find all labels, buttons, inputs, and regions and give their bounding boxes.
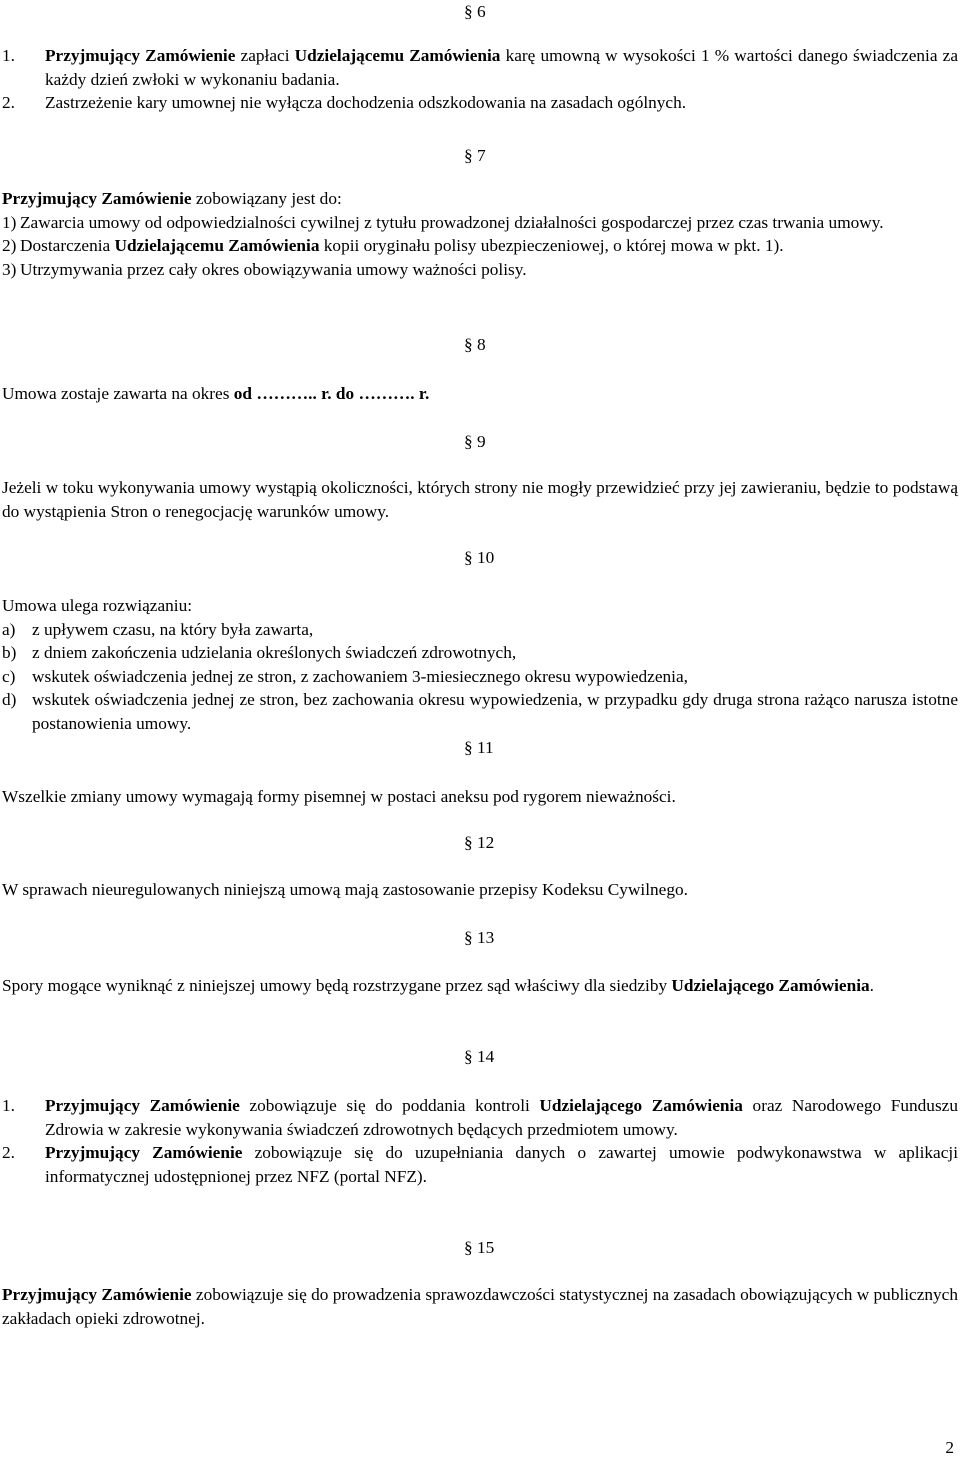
section-8-heading: § 8 xyxy=(464,335,486,354)
section-6-heading: § 6 xyxy=(464,2,486,21)
section-7-item-2: 2) Dostarczenia Udzielającemu Zamówienia kopii oryginału polisy ubezpieczeniowej, o której mowa w pkt. 1). xyxy=(2,236,784,256)
section-13-heading: § 13 xyxy=(464,928,495,947)
item-text: Zastrzeżenie kary umownej nie wyłącza dochodzenia odszkodowania na zasadach ogólnych. xyxy=(45,93,687,113)
section-7-item-3: 3) Utrzymywania przez cały okres obowiązywania umowy ważności polisy. xyxy=(2,259,527,279)
page-number: 2 xyxy=(945,1438,954,1457)
section-10-item-c: c) wskutek oświadczenia jednej ze stron, z zachowaniem 3-miesiecznego okresu wypowiedzenia, xyxy=(2,666,688,686)
section-11-body: Wszelkie zmiany umowy wymagają formy pisemnej w postaci aneksu pod rygorem nieważności. xyxy=(2,787,676,806)
section-7-heading: § 7 xyxy=(464,146,486,165)
section-10-item-d: d) wskutek oświadczenia jednej ze stron, bez zachowania okresu wypowiedzenia, w przypadku gdy druga strona rażąco narusza istotne postanowienia umowy. xyxy=(2,690,958,733)
section-14-heading: § 14 xyxy=(464,1047,495,1066)
section-13-body: Spory mogące wyniknąć z niniejszej umowy będą rozstrzygane przez sąd właściwy dla siedziby Udzielającego Zamówienia. xyxy=(2,976,874,995)
section-10-body xyxy=(2,594,958,736)
section-12-body: W sprawach nieuregulowanych niniejszą umową mają zastosowanie przepisy Kodeksu Cywilnego. xyxy=(2,880,688,899)
section-12-heading: § 12 xyxy=(464,833,495,852)
section-7-body xyxy=(2,187,958,281)
section-7-item-1: 1) Zawarcia umowy od odpowiedzialności cywilnej z tytułu prowadzonej działalności gospodarczej przez czas trwania umowy. xyxy=(2,212,884,232)
section-6-item-1 xyxy=(2,44,958,91)
section-9-body: Jeżeli w toku wykonywania umowy wystąpią okoliczności, których strony nie mogły przewidzieć przy jej zawieraniu, będzie to podstawą do wystąpienia Stron o renegocjację warunków umowy. xyxy=(2,478,958,521)
item-text: Przyjmujący Zamówienie zapłaci Udzielającemu Zamówienia karę umowną w wysokości 1 % wartości danego świadczenia za każdy dzień zwłoki w wykonaniu badania. xyxy=(45,46,958,89)
section-6-body xyxy=(2,44,958,115)
section-9-heading: § 9 xyxy=(464,432,486,451)
section-14-item-2: 2. Przyjmujący Zamówienie zobowiązuje się do uzupełniania danych o zawartej umowie podwykonawstwa w aplikacji informatycznej udostępnionej przez NFZ (portal NFZ). xyxy=(2,1143,958,1186)
section-7-intro: Przyjmujący Zamówienie zobowiązany jest do: xyxy=(2,189,342,208)
section-14-body xyxy=(2,1094,958,1188)
section-15-body: Przyjmujący Zamówienie zobowiązuje się do prowadzenia sprawozdawczości statystycznej na zasadach obowiązujących w publicznych zakładach opieki zdrowotnej. xyxy=(2,1285,958,1328)
section-15-heading: § 15 xyxy=(464,1238,495,1257)
section-10-item-a: a) z upływem czasu, na który była zawarta, xyxy=(2,619,314,639)
section-10-item-b: b) z dniem zakończenia udzielania określonych świadczeń zdrowotnych, xyxy=(2,643,517,663)
section-6-item-2 xyxy=(2,91,958,115)
item-number: 1. xyxy=(2,46,15,65)
section-10-heading: § 10 xyxy=(464,548,495,567)
item-number: 2. xyxy=(2,93,15,113)
section-8-body: Umowa zostaje zawarta na okres od ……….. r. do ………. r. xyxy=(2,384,430,403)
section-14-item-1: 1. Przyjmujący Zamówienie zobowiązuje się do poddania kontroli Udzielającego Zamówienia oraz Narodowego Funduszu Zdrowia w zakresie wykonywania świadczeń zdrowotnych będących przedmiotem umowy. xyxy=(2,1096,958,1139)
section-11-heading: § 11 xyxy=(464,738,494,757)
section-10-intro: Umowa ulega rozwiązaniu: xyxy=(2,596,193,615)
